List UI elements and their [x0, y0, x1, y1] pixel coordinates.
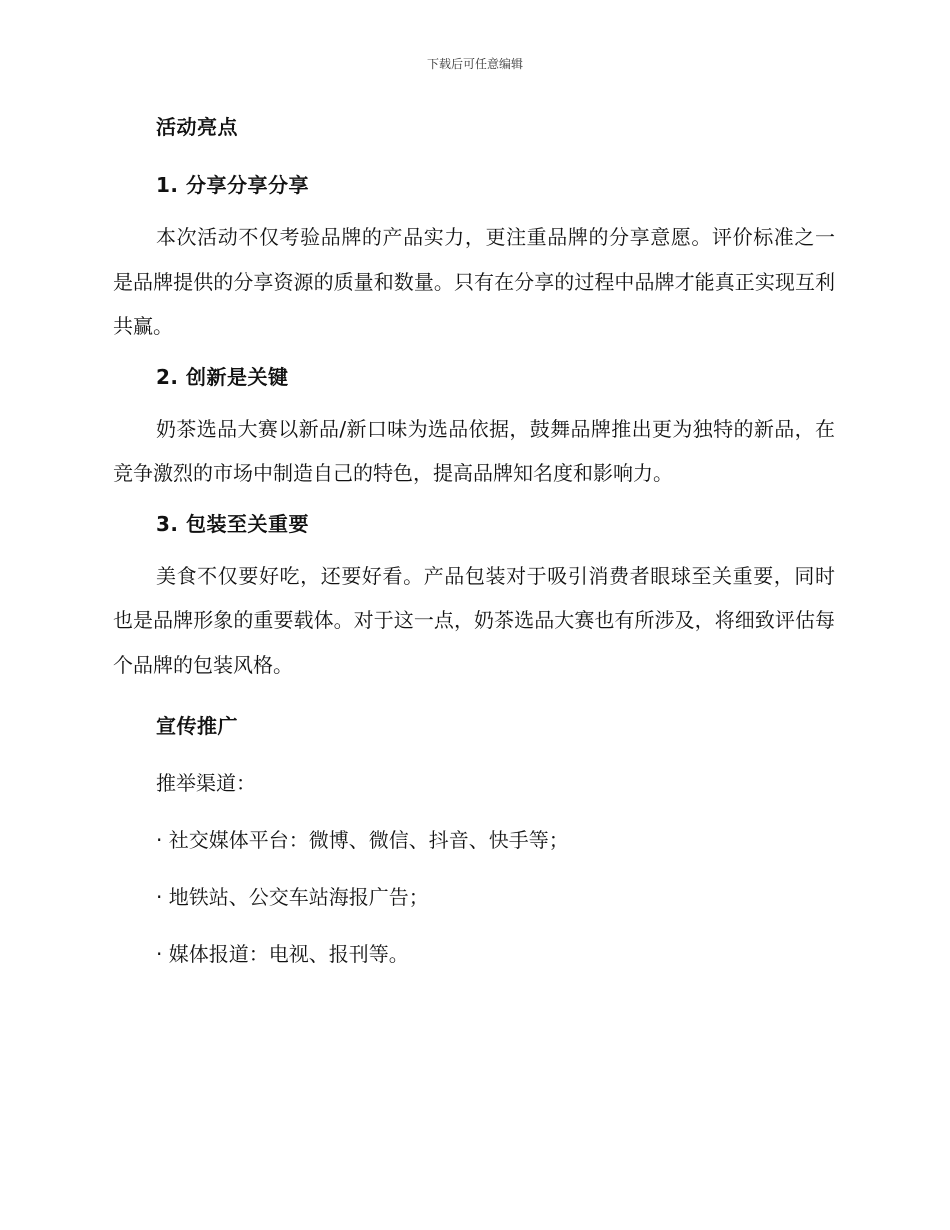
header-note: 下载后可任意编辑 [426, 57, 523, 71]
item2-paragraph: 奶茶选品大赛以新品/新口味为选品依据，鼓舞品牌推出更为独特的新品，在竞争激烈的市场中制造自己的特色，提高品牌知名度和影响力。 [113, 416, 835, 485]
item2-heading: 2. 创新是关键 [156, 364, 289, 389]
section-title-highlights: 活动亮点 [156, 115, 238, 139]
list-item: · 媒体报道：电视、报刊等。 [156, 942, 409, 966]
item3-heading: 3. 包装至关重要 [156, 511, 309, 536]
item1-heading: 1. 分享分享分享 [156, 173, 309, 197]
section-title-promotion: 宣传推广 [156, 714, 238, 738]
document-body [113, 112, 835, 969]
list-item: · 地铁站、公交车站海报广告； [156, 885, 429, 909]
channels-label: 推举渠道： [156, 771, 256, 795]
list-item: · 社交媒体平台：微博、微信、抖音、快手等； [156, 828, 569, 852]
item1-paragraph: 本次活动不仅考验品牌的产品实力，更注重品牌的分享意愿。评价标准之一是品牌提供的分享资源的质量和数量。只有在分享的过程中品牌才能真正实现互利共赢。 [113, 225, 835, 338]
item3-paragraph: 美食不仅要好吃，还要好看。产品包装对于吸引消费者眼球至关重要，同时也是品牌形象的重要载体。对于这一点，奶茶选品大赛也有所涉及，将细致评估每个品牌的包装风格。 [113, 563, 835, 677]
